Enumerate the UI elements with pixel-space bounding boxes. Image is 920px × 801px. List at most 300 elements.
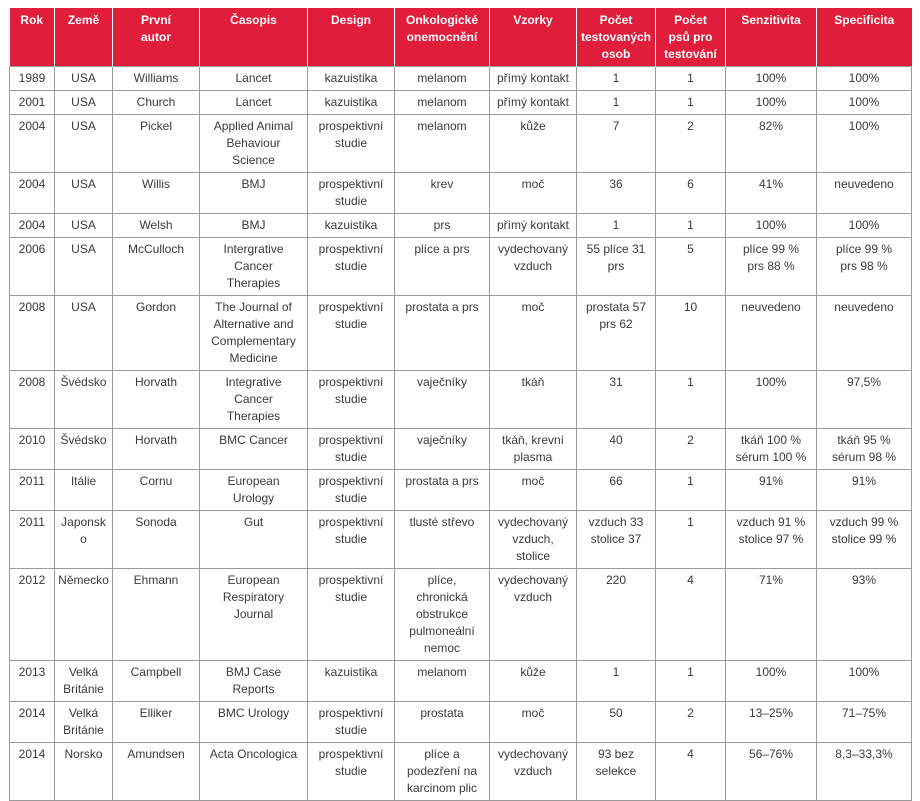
cell-pocet-testovanych-osob [577, 67, 656, 91]
cell-onkologicke-onemocneni [395, 67, 490, 91]
cell-line: 71–75% [841, 706, 887, 720]
cell-line: 2004 [18, 119, 46, 133]
table-row [10, 238, 912, 296]
cell-pocet-psu [656, 511, 726, 569]
cell-casopis [200, 371, 308, 429]
cell-line: studie [334, 450, 368, 464]
column-header-line: Země [67, 13, 100, 27]
cell-pocet-psu [656, 214, 726, 238]
cell-pocet-testovanych-osob [577, 214, 656, 238]
cell-line: prospektivní [318, 375, 384, 389]
cell-line: plíce a prs [414, 242, 470, 256]
cell-line: Complementary [211, 334, 296, 348]
column-header-specificita [817, 8, 912, 67]
cell-pocet-testovanych-osob [577, 173, 656, 214]
column-header-pocet-testovanych-osob [577, 8, 656, 67]
cell-line: 2014 [18, 706, 46, 720]
cell-zeme [55, 511, 113, 569]
cell-line: prs 62 [599, 317, 633, 331]
cell-line: prs [433, 218, 451, 232]
cell-line: 100% [848, 95, 880, 109]
cell-line: prospektivní [318, 474, 384, 488]
cell-line: plíce a [424, 747, 460, 761]
cell-onkologicke-onemocneni [395, 173, 490, 214]
cell-onkologicke-onemocneni [395, 371, 490, 429]
cell-line: vydechovaný [497, 242, 569, 256]
cell-line: kůže [520, 119, 546, 133]
cell-line: 2014 [18, 747, 46, 761]
cell-line: Británie [63, 682, 104, 696]
cell-line: prs 88 % [747, 259, 795, 273]
cell-zeme [55, 91, 113, 115]
cell-design [308, 470, 395, 511]
cell-line: 13–25% [748, 706, 794, 720]
cell-line: chronická [416, 590, 468, 604]
cell-vzorky [490, 569, 577, 661]
cell-line: prospektivní [318, 300, 384, 314]
header-row [10, 8, 912, 67]
cell-design [308, 371, 395, 429]
cell-line: kůže [520, 665, 546, 679]
cell-line: melanom [417, 665, 467, 679]
cell-design [308, 115, 395, 173]
cell-design [308, 238, 395, 296]
cell-line: Acta Oncologica [209, 747, 298, 761]
cell-pocet-testovanych-osob [577, 702, 656, 743]
cell-line: 50 [609, 706, 623, 720]
cell-line: 91% [851, 474, 877, 488]
cell-design [308, 296, 395, 371]
cell-line: studie [334, 532, 368, 546]
cell-line: Sonoda [135, 515, 177, 529]
cell-senzitivita [726, 296, 817, 371]
cell-line: moč [521, 177, 545, 191]
table-row [10, 371, 912, 429]
cell-line: 2 [687, 706, 694, 720]
cell-design [308, 702, 395, 743]
cell-line: 2012 [18, 573, 46, 587]
cell-specificita [817, 661, 912, 702]
cell-onkologicke-onemocneni [395, 470, 490, 511]
cell-line: 4 [687, 747, 694, 761]
cell-senzitivita [726, 429, 817, 470]
cell-line: 6 [687, 177, 694, 191]
cell-prvni-autor [113, 511, 200, 569]
cell-prvni-autor [113, 429, 200, 470]
column-header-line: onemocnění [406, 30, 478, 44]
cell-line: kazuistika [324, 71, 378, 85]
cell-line: prostata a prs [405, 474, 479, 488]
cell-senzitivita [726, 67, 817, 91]
cell-line: Norsko [64, 747, 103, 761]
cell-vzorky [490, 91, 577, 115]
cell-vzorky [490, 702, 577, 743]
cell-line: neuvedeno [741, 300, 801, 314]
cell-line: 93 bez [597, 747, 635, 761]
cell-line: plíce 99 % [742, 242, 800, 256]
column-header-line: Specificita [834, 13, 895, 27]
cell-zeme [55, 743, 113, 801]
cell-vzorky [490, 214, 577, 238]
table-row [10, 214, 912, 238]
cell-line: studie [334, 259, 368, 273]
cell-line: Alternative and [213, 317, 294, 331]
cell-line: 31 [609, 375, 623, 389]
cell-design [308, 743, 395, 801]
cell-line: 1 [612, 218, 620, 232]
cell-specificita [817, 296, 912, 371]
cell-line: 220 [605, 573, 627, 587]
cell-casopis [200, 702, 308, 743]
cell-line: vydechovaný [497, 573, 569, 587]
cell-line: Respiratory [222, 590, 285, 604]
cell-line: 5 [687, 242, 694, 256]
cell-line: 55 plíce 31 [586, 242, 646, 256]
cell-casopis [200, 511, 308, 569]
cell-specificita [817, 702, 912, 743]
cell-prvni-autor [113, 115, 200, 173]
cell-line: 100% [848, 119, 880, 133]
cell-onkologicke-onemocneni [395, 661, 490, 702]
cell-line: vzduch, [512, 532, 554, 546]
column-header-pocet-psu [656, 8, 726, 67]
cell-specificita [817, 470, 912, 511]
cell-line: Gordon [135, 300, 177, 314]
cell-specificita [817, 173, 912, 214]
table-row [10, 470, 912, 511]
cell-line: vydechovaný [497, 515, 569, 529]
cell-line: tkáň, krevní [501, 433, 565, 447]
cell-line: Cancer [234, 259, 273, 273]
column-header-vzorky [490, 8, 577, 67]
cell-prvni-autor [113, 470, 200, 511]
cell-vzorky [490, 115, 577, 173]
cell-pocet-testovanych-osob [577, 511, 656, 569]
cell-design [308, 91, 395, 115]
column-header-line: autor [141, 30, 171, 44]
cell-specificita [817, 238, 912, 296]
cell-pocet-psu [656, 173, 726, 214]
cell-line: 1989 [18, 71, 46, 85]
cell-line: vzduch [513, 764, 553, 778]
cell-design [308, 429, 395, 470]
cell-line: selekce [595, 764, 637, 778]
cell-line: 91% [758, 474, 784, 488]
cell-line: 1 [612, 665, 620, 679]
cell-pocet-psu [656, 115, 726, 173]
column-header-line: Rok [20, 13, 44, 27]
cell-prvni-autor [113, 173, 200, 214]
cell-design [308, 214, 395, 238]
cell-line: 1 [687, 71, 694, 85]
cell-line: 40 [609, 433, 623, 447]
cell-line: kazuistika [324, 95, 378, 109]
cell-line: Urology [232, 491, 275, 505]
cell-line: Švédsko [60, 433, 107, 447]
cell-line: moč [521, 706, 545, 720]
column-header-line: testování [664, 47, 717, 61]
cell-line: neuvedeno [834, 177, 894, 191]
cell-pocet-psu [656, 470, 726, 511]
cell-line: USA [71, 177, 96, 191]
cell-senzitivita [726, 470, 817, 511]
cell-pocet-testovanych-osob [577, 429, 656, 470]
cell-pocet-psu [656, 67, 726, 91]
cell-line: Velká [68, 706, 99, 720]
cell-rok [10, 569, 55, 661]
cell-line: neuvedeno [834, 300, 894, 314]
cell-prvni-autor [113, 214, 200, 238]
cell-zeme [55, 296, 113, 371]
cell-line: sérum 98 % [831, 450, 897, 464]
cell-line: Německo [58, 573, 109, 587]
cell-rok [10, 429, 55, 470]
cell-casopis [200, 429, 308, 470]
cell-pocet-psu [656, 238, 726, 296]
cell-onkologicke-onemocneni [395, 296, 490, 371]
cell-pocet-testovanych-osob [577, 470, 656, 511]
cell-line: Japonsko [61, 515, 106, 546]
study-table [9, 8, 912, 801]
cell-line: karcinom plic [406, 781, 478, 795]
cell-line: Cancer [234, 392, 273, 406]
cell-line: Lancet [235, 95, 272, 109]
cell-casopis [200, 67, 308, 91]
table-row [10, 743, 912, 801]
cell-line: Horvath [134, 375, 178, 389]
cell-line: 56–76% [748, 747, 794, 761]
table-row [10, 296, 912, 371]
cell-onkologicke-onemocneni [395, 743, 490, 801]
cell-specificita [817, 214, 912, 238]
cell-line: 71% [758, 573, 784, 587]
cell-vzorky [490, 371, 577, 429]
cell-line: Itálie [70, 474, 97, 488]
cell-zeme [55, 238, 113, 296]
column-header-line: Senzitivita [741, 13, 801, 27]
cell-casopis [200, 238, 308, 296]
cell-line: vydechovaný [497, 747, 569, 761]
cell-pocet-testovanych-osob [577, 661, 656, 702]
cell-specificita [817, 569, 912, 661]
cell-line: Therapies [226, 276, 281, 290]
cell-line: Williams [133, 71, 179, 85]
cell-line: prospektivní [318, 515, 384, 529]
cell-line: 41% [758, 177, 784, 191]
cell-line: 82% [758, 119, 784, 133]
cell-line: Behaviour [226, 136, 281, 150]
table-body [10, 67, 912, 801]
cell-line: 100% [755, 95, 787, 109]
cell-line: Medicine [229, 351, 278, 365]
cell-line: BMC Urology [217, 706, 290, 720]
cell-senzitivita [726, 214, 817, 238]
cell-line: USA [71, 242, 96, 256]
cell-zeme [55, 661, 113, 702]
cell-line: prospektivní [318, 573, 384, 587]
cell-pocet-testovanych-osob [577, 569, 656, 661]
cell-line: přímý kontakt [496, 71, 570, 85]
cell-line: 2 [687, 433, 694, 447]
cell-rok [10, 511, 55, 569]
cell-line: Therapies [226, 409, 281, 423]
cell-line: 1 [612, 95, 620, 109]
cell-zeme [55, 115, 113, 173]
cell-line: prostata a prs [405, 300, 479, 314]
cell-line: 1 [687, 95, 694, 109]
cell-specificita [817, 91, 912, 115]
cell-senzitivita [726, 511, 817, 569]
cell-line: Švédsko [60, 375, 107, 389]
cell-line: Velká [68, 665, 99, 679]
cell-line: Cornu [139, 474, 173, 488]
cell-rok [10, 702, 55, 743]
cell-onkologicke-onemocneni [395, 238, 490, 296]
cell-prvni-autor [113, 91, 200, 115]
cell-specificita [817, 371, 912, 429]
cell-line: USA [71, 218, 96, 232]
cell-line: 100% [755, 665, 787, 679]
cell-casopis [200, 173, 308, 214]
cell-zeme [55, 470, 113, 511]
cell-line: Amundsen [127, 747, 185, 761]
cell-line: stolice [515, 549, 550, 563]
cell-onkologicke-onemocneni [395, 91, 490, 115]
table-row [10, 91, 912, 115]
cell-line: studie [334, 392, 368, 406]
cell-line: Pickel [139, 119, 172, 133]
cell-zeme [55, 67, 113, 91]
cell-prvni-autor [113, 67, 200, 91]
cell-senzitivita [726, 569, 817, 661]
cell-line: The Journal of [215, 300, 292, 314]
column-header-line: osob [601, 47, 631, 61]
cell-line: obstrukce [415, 607, 469, 621]
cell-line: 100% [755, 71, 787, 85]
cell-specificita [817, 429, 912, 470]
cell-line: Reports [232, 682, 275, 696]
cell-line: prospektivní [318, 177, 384, 191]
cell-senzitivita [726, 702, 817, 743]
cell-zeme [55, 214, 113, 238]
cell-vzorky [490, 296, 577, 371]
cell-senzitivita [726, 173, 817, 214]
cell-line: 2008 [18, 375, 46, 389]
column-header-senzitivita [726, 8, 817, 67]
cell-line: 2008 [18, 300, 46, 314]
table-row [10, 115, 912, 173]
cell-zeme [55, 702, 113, 743]
cell-vzorky [490, 470, 577, 511]
cell-vzorky [490, 238, 577, 296]
cell-line: Applied Animal [213, 119, 294, 133]
cell-line: Ehmann [133, 573, 179, 587]
cell-specificita [817, 511, 912, 569]
cell-line: 4 [687, 573, 694, 587]
cell-line: prospektivní [318, 242, 384, 256]
table-row [10, 67, 912, 91]
table-row [10, 429, 912, 470]
cell-line: Gut [243, 515, 264, 529]
cell-line: vzduch 99 % [829, 515, 899, 529]
cell-zeme [55, 371, 113, 429]
cell-design [308, 67, 395, 91]
cell-line: prostata 57 [585, 300, 647, 314]
cell-line: studie [334, 590, 368, 604]
cell-line: 100% [755, 375, 787, 389]
table-row [10, 569, 912, 661]
cell-line: prostata [420, 706, 464, 720]
cell-line: 7 [612, 119, 620, 133]
cell-prvni-autor [113, 238, 200, 296]
cell-onkologicke-onemocneni [395, 569, 490, 661]
column-header-line: Vzorky [513, 13, 553, 27]
cell-specificita [817, 743, 912, 801]
cell-pocet-psu [656, 371, 726, 429]
cell-line: BMJ Case [225, 665, 282, 679]
cell-prvni-autor [113, 371, 200, 429]
cell-line: tlusté střevo [409, 515, 475, 529]
cell-pocet-psu [656, 91, 726, 115]
cell-line: USA [71, 119, 96, 133]
cell-line: 2011 [19, 474, 45, 488]
cell-line: Journal [233, 607, 274, 621]
cell-casopis [200, 743, 308, 801]
cell-line: studie [334, 764, 368, 778]
cell-onkologicke-onemocneni [395, 214, 490, 238]
cell-design [308, 511, 395, 569]
cell-line: 100% [848, 71, 880, 85]
column-header-line: psů pro [668, 30, 713, 44]
cell-senzitivita [726, 91, 817, 115]
cell-vzorky [490, 173, 577, 214]
cell-line: stolice 99 % [831, 532, 897, 546]
cell-line: přímý kontakt [496, 95, 570, 109]
cell-line: 100% [848, 218, 880, 232]
cell-pocet-psu [656, 296, 726, 371]
cell-line: 2013 [18, 665, 46, 679]
cell-line: Campbell [130, 665, 182, 679]
cell-pocet-psu [656, 661, 726, 702]
cell-line: krev [430, 177, 454, 191]
cell-line: BMC Cancer [219, 433, 288, 447]
cell-senzitivita [726, 371, 817, 429]
cell-line: Willis [142, 177, 170, 191]
column-header-line: Počet [599, 13, 633, 27]
cell-line: plíce 99 % [835, 242, 893, 256]
cell-line: Horvath [134, 433, 178, 447]
cell-senzitivita [726, 661, 817, 702]
cell-casopis [200, 296, 308, 371]
cell-line: Intergrative [223, 242, 284, 256]
cell-line: McCulloch [127, 242, 184, 256]
cell-pocet-testovanych-osob [577, 371, 656, 429]
cell-line: tkáň 95 % [837, 433, 891, 447]
column-header-design [308, 8, 395, 67]
cell-design [308, 661, 395, 702]
cell-casopis [200, 214, 308, 238]
cell-line: Elliker [139, 706, 173, 720]
cell-zeme [55, 429, 113, 470]
cell-line: vzduch 91 % [736, 515, 806, 529]
column-header-line: testovaných [580, 30, 652, 44]
cell-vzorky [490, 67, 577, 91]
cell-line: prospektivní [318, 706, 384, 720]
cell-line: prs [607, 259, 625, 273]
cell-prvni-autor [113, 661, 200, 702]
cell-pocet-testovanych-osob [577, 238, 656, 296]
cell-line: Británie [63, 723, 104, 737]
